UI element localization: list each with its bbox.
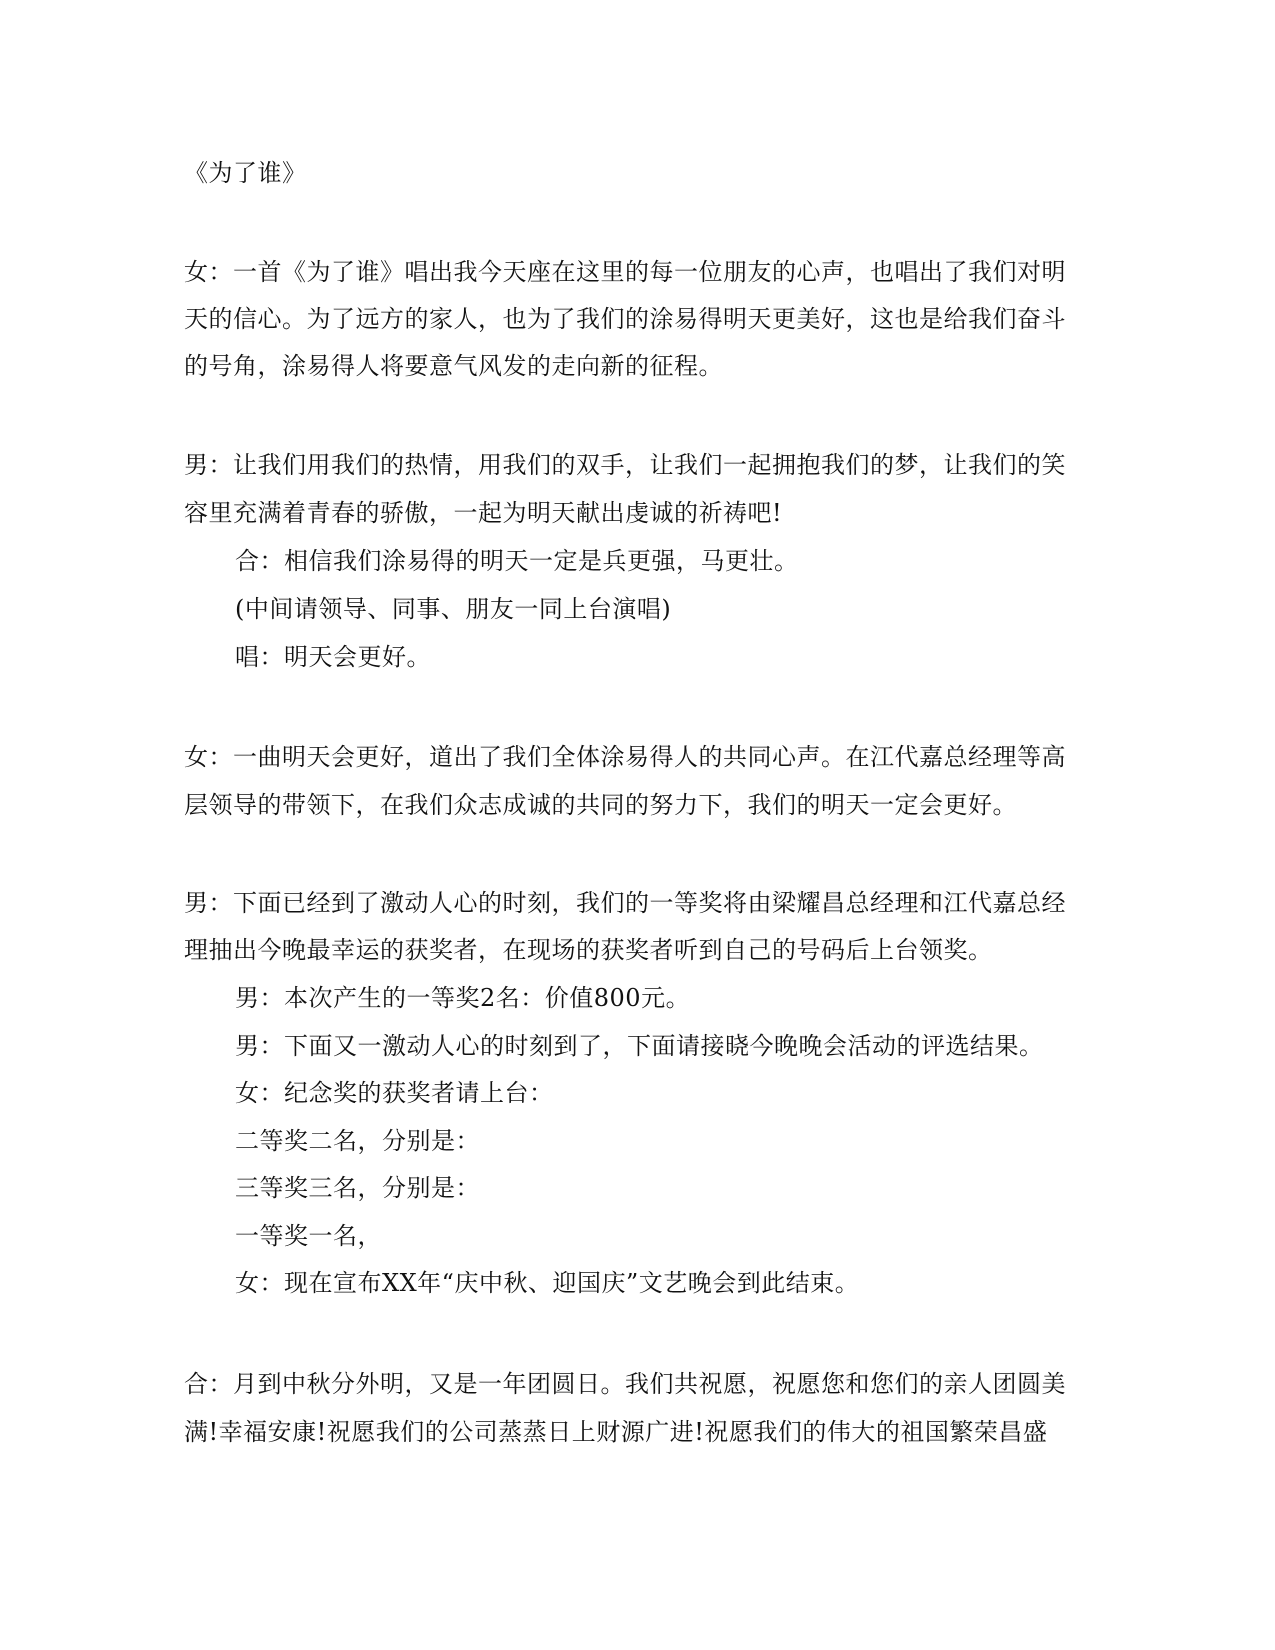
paragraph-line: 理抽出今晚最幸运的获奖者，在现场的获奖者听到自己的号码后上台领奖。 — [184, 936, 993, 964]
paragraph-line: 二等奖二名，分别是： — [235, 1127, 480, 1155]
paragraph-line: (中间请领导、同事、朋友一同上台演唱) — [235, 595, 672, 623]
paragraph-line: 的号角，涂易得人将要意气风发的走向新的征程。 — [184, 352, 723, 380]
paragraph-line: 合：月到中秋分外明，又是一年团圆日。我们共祝愿，祝愿您和您们的亲人团圆美 — [184, 1370, 1066, 1398]
paragraph-line: 女：一曲明天会更好，道出了我们全体涂易得人的共同心声。在江代嘉总经理等高 — [184, 743, 1066, 771]
paragraph-line: 唱：明天会更好。 — [235, 643, 431, 671]
paragraph-line: 容里充满着青春的骄傲，一起为明天献出虔诚的祈祷吧! — [184, 499, 783, 527]
paragraph-line: 天的信心。为了远方的家人，也为了我们的涂易得明天更美好，这也是给我们奋斗 — [184, 305, 1066, 333]
paragraph-line: 女：现在宣布XX年“庆中秋、迎国庆”文艺晚会到此结束。 — [235, 1269, 860, 1297]
paragraph-line: 合：相信我们涂易得的明天一定是兵更强，马更壮。 — [235, 547, 799, 575]
document-title: 《为了谁》 — [184, 159, 307, 187]
paragraph-line: 女：纪念奖的获奖者请上台： — [235, 1079, 554, 1107]
paragraph-line: 男：本次产生的一等奖2名：价值800元。 — [235, 984, 691, 1012]
paragraph-line: 层领导的带领下，在我们众志成诚的共同的努力下，我们的明天一定会更好。 — [184, 791, 1017, 819]
paragraph-line: 男：让我们用我们的热情，用我们的双手，让我们一起拥抱我们的梦，让我们的笑 — [184, 451, 1066, 479]
paragraph-line: 一等奖一名， — [235, 1222, 382, 1250]
paragraph-line: 男：下面已经到了激动人心的时刻，我们的一等奖将由梁耀昌总经理和江代嘉总经 — [184, 889, 1066, 917]
paragraph-line: 男：下面又一激动人心的时刻到了，下面请接晓今晚晚会活动的评选结果。 — [235, 1032, 1044, 1060]
paragraph-line: 三等奖三名，分别是： — [235, 1174, 480, 1202]
paragraph-line: 满!幸福安康!祝愿我们的公司蒸蒸日上财源广进!祝愿我们的伟大的祖国繁荣昌盛 — [184, 1418, 1048, 1446]
paragraph-line: 女：一首《为了谁》唱出我今天座在这里的每一位朋友的心声，也唱出了我们对明 — [184, 258, 1066, 286]
